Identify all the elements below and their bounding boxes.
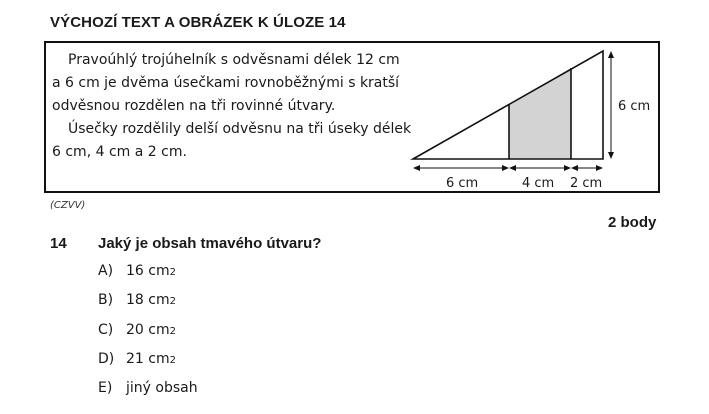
option-value: 20 cm — [126, 322, 170, 338]
option-b[interactable] — [98, 292, 176, 308]
question-text: Jaký je obsah tmavého útvaru? — [98, 235, 322, 252]
option-exponent: 2 — [169, 355, 176, 366]
option-exponent: 2 — [169, 296, 176, 307]
option-label: C) — [98, 322, 114, 338]
points-label: 2 body — [608, 214, 657, 231]
option-label: A) — [98, 263, 114, 279]
triangle-figure — [46, 43, 658, 191]
option-e[interactable] — [98, 380, 198, 396]
option-exponent: 2 — [169, 267, 176, 278]
option-value: 18 cm — [126, 292, 170, 308]
intro-box — [44, 41, 660, 193]
shaded-region — [509, 68, 571, 159]
height-label: 6 cm — [618, 99, 651, 114]
height-dimension — [608, 51, 614, 159]
option-value: 16 cm — [126, 263, 170, 279]
option-label: B) — [98, 292, 114, 308]
section-heading: VÝCHOZÍ TEXT A OBRÁZEK K ÚLOZE 14 — [50, 14, 346, 31]
option-value: 21 cm — [126, 351, 170, 367]
intro-paragraph-2: Úsečky rozdělily delší odvěsnu na tři úseky délek 6 cm, 4 cm a 2 cm. — [52, 121, 412, 160]
option-c[interactable] — [98, 322, 176, 338]
intro-paragraph-1: Pravoúhlý trojúhelník s odvěsnami délek 12 cm a 6 cm je dvěma úsečkami rovnoběžnými s kratší odvěsnou rozdělen na tři rovinné útvary. — [52, 52, 400, 114]
base-dimensions — [413, 165, 603, 171]
question-number: 14 — [50, 235, 67, 252]
triangle — [413, 51, 603, 159]
option-a[interactable] — [98, 263, 176, 279]
option-value: jiný obsah — [126, 380, 198, 396]
segment-label-3: 2 cm — [570, 176, 603, 191]
segment-label-2: 4 cm — [522, 176, 555, 191]
option-label: D) — [98, 351, 115, 367]
option-label: E) — [98, 380, 113, 396]
segment-label-1: 6 cm — [446, 176, 479, 191]
option-exponent: 2 — [169, 326, 176, 337]
source-label: (CZVV) — [50, 200, 86, 211]
option-d[interactable] — [98, 351, 176, 367]
